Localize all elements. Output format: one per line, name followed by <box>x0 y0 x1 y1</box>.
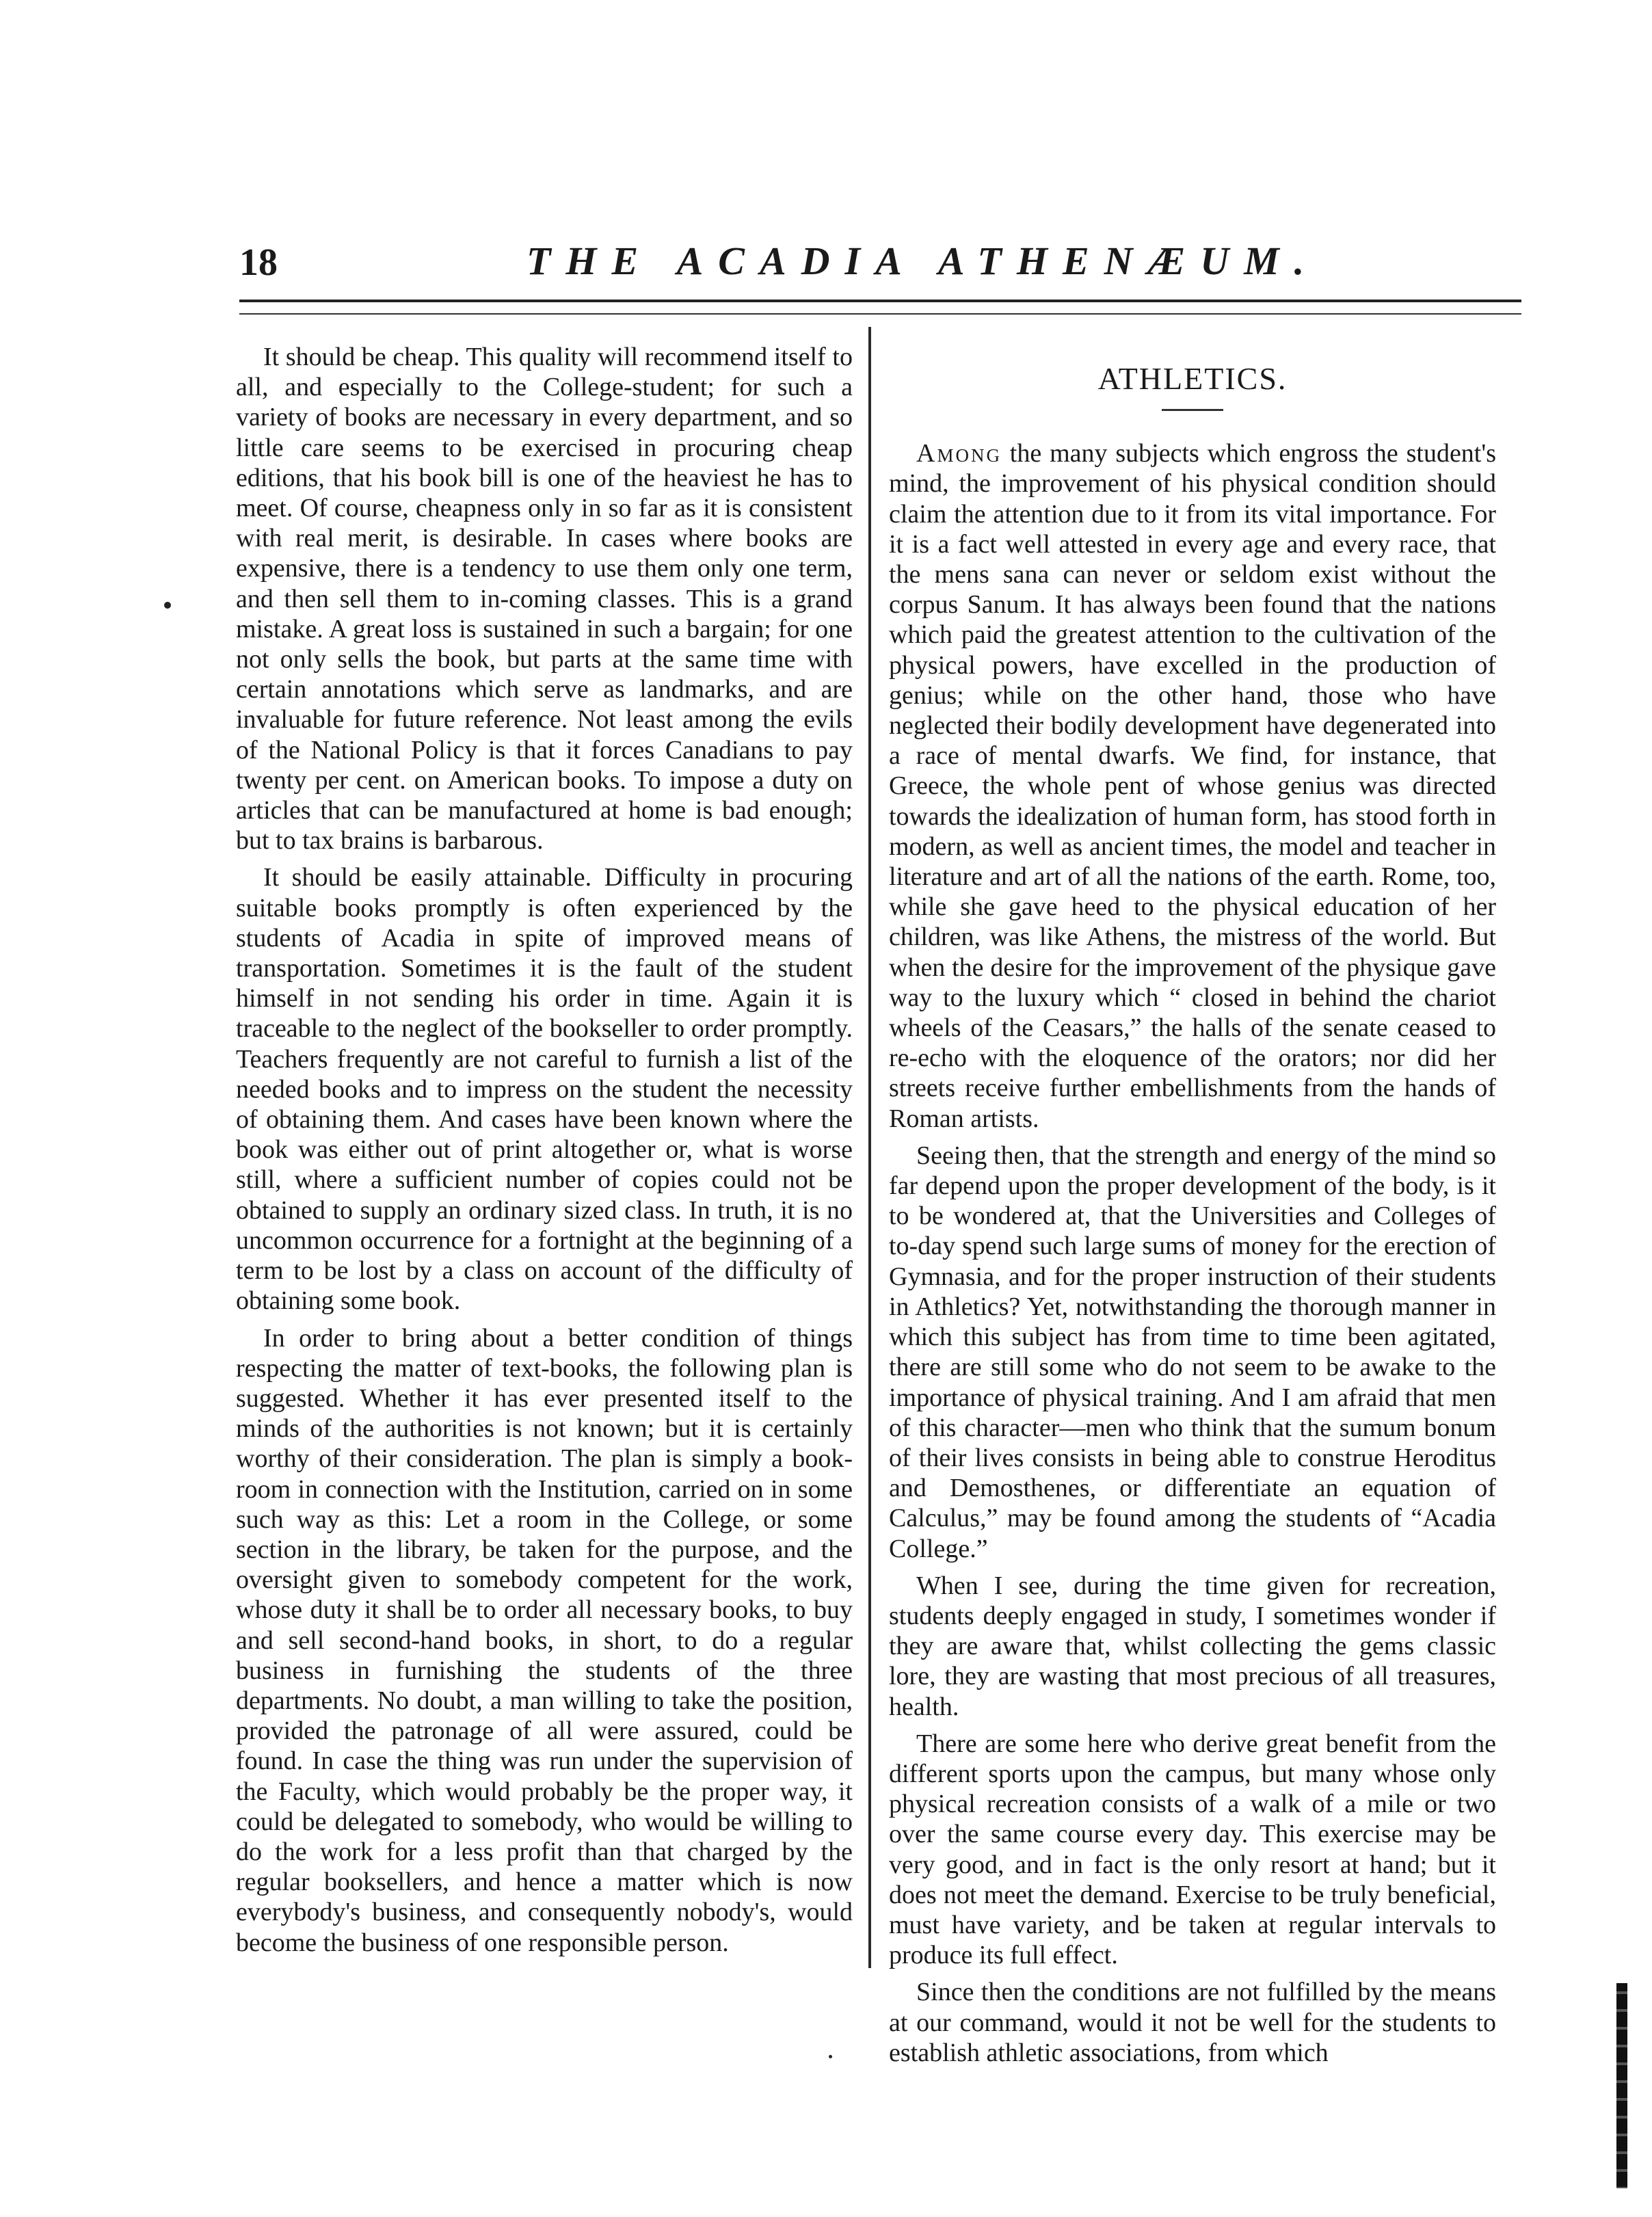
paragraph-when-i-see: When I see, during the time given for recreation, students deeply engaged in study, I sometimes wonder if they are aware that, whilst collecting the gems classic lore, they are wasting that most precious of all treasures, health. <box>889 1571 1496 1721</box>
right-column <box>889 342 1496 2075</box>
paragraph-since-then: Since then the conditions are not fulfilled by the means at our command, would it not be well for the students to establish athletic associations, from which <box>889 1978 1496 2067</box>
page-number: 18 <box>239 241 278 284</box>
left-column <box>236 342 853 1965</box>
drop-word: Among <box>916 439 1002 468</box>
article-heading: ATHLETICS. <box>1097 361 1288 396</box>
heading-rule <box>1162 409 1223 411</box>
paragraph-cheap: It should be cheap. This quality will recommend itself to all, and especially to the College-student; for such a variety of books are necessary in every department, and so little care seems to be exercised in procuring cheap editions, that his book bill is one of the heaviest he has to meet. Of course, cheapness only in so far as it is consistent with real merit, is desirable. In cases where books are expensive, there is a tendency to use them only one term, and then sell them to in-coming classes. This is a grand mistake. A great loss is sustained in such a bargain; for one not only sells the book, but parts at the same time with certain annotations which serve as landmarks, and are invaluable for future reference. Not least among the evils of the National Policy is that it forces Canadians to pay twenty per cent. on American books. To impose a duty on articles that can be manufactured at home is bad enough; but to tax brains is barbarous. <box>236 343 853 855</box>
paragraph-sports: There are some here who derive great benefit from the different sports upon the campus, but many whose only physical recreation consists of a walk of a mile or two over the same course every day. This exercise may be very good, and in fact is the only resort at hand; but it does not meet the demand. Exercise to be truly beneficial, must have variety, and be taken at regular intervals to produce its full effect. <box>889 1729 1496 1970</box>
paragraph-athletics-intro <box>889 438 1496 1134</box>
page-header <box>239 241 1521 295</box>
running-title: THE ACADIA ATHENÆUM. <box>527 239 1320 283</box>
paragraph-seeing-then: Seeing then, that the strength and energy of the mind so far depend upon the proper development of the body, is it to be wondered at, that the Universities and Colleges of to-day spend such large sums of money for the erection of Gymnasia, and for the proper instruction of their students in Athletics? Yet, notwithstanding the thorough manner in which this subject has from time to time been agitated, there are still some who do not seem to be awake to the importance of physical training. And I am afraid that men of this character—men who think that the sumum bonum of their lives consists in being able to construe Heroditus and Demosthenes, or differentiate an equation of Calculus,” may be found among the students of “Acadia College.” <box>889 1141 1496 1563</box>
ink-speck <box>164 602 171 609</box>
ink-speck <box>829 2055 832 2058</box>
binding-edge-mark <box>1616 1983 1627 2188</box>
column-divider <box>868 327 871 1968</box>
paragraph-attainable: It should be easily attainable. Difficulty in procuring suitable books promptly is often experienced by the students of Acadia in spite of improved means of transportation. Sometimes it is the fault of the student himself in not sending his order in time. Again it is traceable to the neglect of the bookseller to order promptly. Teachers frequently are not careful to furnish a list of the needed books and to impress on the student the necessity of obtaining them. And cases have been known where the book was either out of print altogether or, what is worse still, where a sufficient number of copies could not be obtained to supply an ordinary sized class. In truth, it is no uncommon occurrence for a fortnight at the beginning of a term to be lost by a class on account of the difficulty of obtaining some book. <box>236 863 853 1316</box>
header-rule <box>239 300 1521 315</box>
paragraph-athletics-intro-text: the many subjects which engross the student's mind, the improvement of his physical condition should claim the attention due to it from its vital importance. For it is a fact well attested in every age and every race, that the mens sana can never or seldom exist without the corpus Sanum. It has always been found that the nations which paid the greatest attention to the cultivation of the physical powers, have excelled in the production of genius; while on the other hand, those who have neglected their bodily development have degenerated into a race of mental dwarfs. We find, for instance, that Greece, the whole pent of whose genius was directed towards the idealization of human form, has stood forth in modern, as well as ancient times, the model and teacher in literature and art of all the nations of the earth. Rome, too, while she gave heed to the physical education of her children, was like Athens, the mistress of the world. But when the desire for the improvement of the physique gave way to the luxury which “ closed in behind the chariot wheels of the Ceasars,” the halls of the senate ceased to re-echo with the eloquence of the orators; nor did her streets receive further embellishments from the hands of Roman artists. <box>889 439 1496 1133</box>
paragraph-book-room: In order to bring about a better condition of things respecting the matter of text-books, the following plan is suggested. Whether it has ever presented itself to the minds of the authorities is not known; but it is certainly worthy of their consideration. The plan is simply a book-room in connection with the Institution, carried on in some such way as this: Let a room in the College, or some section in the library, be taken for the purpose, and the oversight given to somebody competent for the work, whose duty it shall be to order all necessary books, to buy and sell second-hand books, in short, to do a regular business in furnishing the students of the three departments. No doubt, a man willing to take the position, provided the patronage of all were assured, could be found. In case the thing was run under the supervision of the Faculty, which would probably be the proper way, it could be delegated to somebody, who would be willing to do the work for a less profit than that charged by the regular booksellers, and hence a matter which is now everybody's business, and consequently nobody's, would become the business of one responsible person. <box>236 1323 853 1957</box>
